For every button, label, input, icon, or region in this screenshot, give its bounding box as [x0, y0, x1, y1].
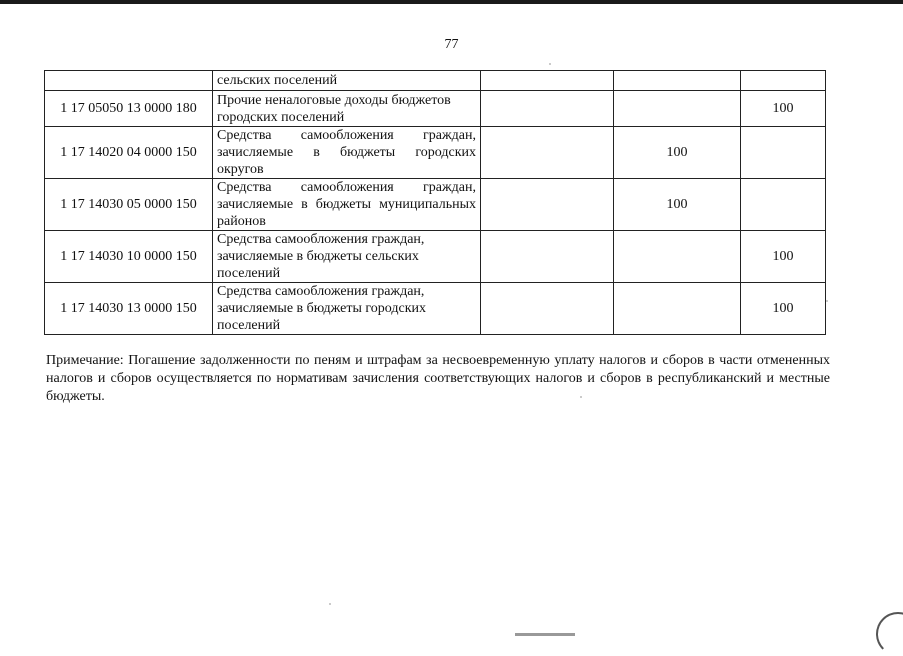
table-cell-value-3: 100	[741, 231, 826, 283]
table-cell-value-3	[741, 71, 826, 91]
table-cell-name: Средства самообложения граждан, зачисляемые в бюджеты городских поселений	[213, 283, 481, 335]
table-row	[45, 71, 826, 91]
table-cell-value-1	[481, 179, 614, 231]
table-row	[45, 91, 826, 127]
table-row	[45, 127, 826, 179]
table-cell-value-3: 100	[741, 91, 826, 127]
table-row	[45, 231, 826, 283]
table-cell-value-3: 100	[741, 283, 826, 335]
budget-revenue-table	[44, 70, 826, 335]
top-border	[0, 0, 903, 4]
page-number: 77	[444, 37, 459, 52]
scan-edge-mark	[515, 633, 575, 636]
table-cell-value-1	[481, 91, 614, 127]
table-cell-name: Прочие неналоговые доходы бюджетов городских поселений	[213, 91, 481, 127]
table-cell-value-1	[481, 71, 614, 91]
scan-corner-artifact	[876, 612, 903, 656]
table-cell-name: Средства самообложения граждан, зачисляемые в бюджеты сельских поселений	[213, 231, 481, 283]
footnote-text: Примечание: Погашение задолженности по пеням и штрафам за несвоевременную уплату налогов и сборов в части отмененных налогов и сборов осуществляется по нормативам зачисления соответствующих налогов и сборов в республиканский и местные бюджеты.	[46, 353, 830, 404]
table-cell-value-3	[741, 127, 826, 179]
scan-speck	[549, 63, 551, 65]
table-cell-code: 1 17 14030 10 0000 150	[45, 231, 213, 283]
table-cell-value-2: 100	[614, 179, 741, 231]
table-cell-value-1	[481, 231, 614, 283]
table-cell-code: 1 17 14030 05 0000 150	[45, 179, 213, 231]
table-cell-code: 1 17 05050 13 0000 180	[45, 91, 213, 127]
table-cell-code: 1 17 14020 04 0000 150	[45, 127, 213, 179]
table-row	[45, 283, 826, 335]
table-cell-value-2: 100	[614, 127, 741, 179]
table-cell-code	[45, 71, 213, 91]
table-cell-name: Средства самообложения граждан, зачисляемые в бюджеты городских округов	[213, 127, 481, 179]
table-cell-value-1	[481, 127, 614, 179]
table-row	[45, 179, 826, 231]
scan-speck	[826, 300, 828, 302]
table-cell-value-2	[614, 283, 741, 335]
table-cell-value-1	[481, 283, 614, 335]
scan-speck	[580, 396, 582, 398]
table-cell-value-2	[614, 91, 741, 127]
scan-speck	[329, 603, 331, 605]
table-cell-value-2	[614, 71, 741, 91]
table-cell-code: 1 17 14030 13 0000 150	[45, 283, 213, 335]
table-cell-value-3	[741, 179, 826, 231]
table-cell-name: Средства самообложения граждан, зачисляемые в бюджеты муниципальных районов	[213, 179, 481, 231]
table-cell-name: сельских поселений	[213, 71, 481, 91]
table-cell-value-2	[614, 231, 741, 283]
